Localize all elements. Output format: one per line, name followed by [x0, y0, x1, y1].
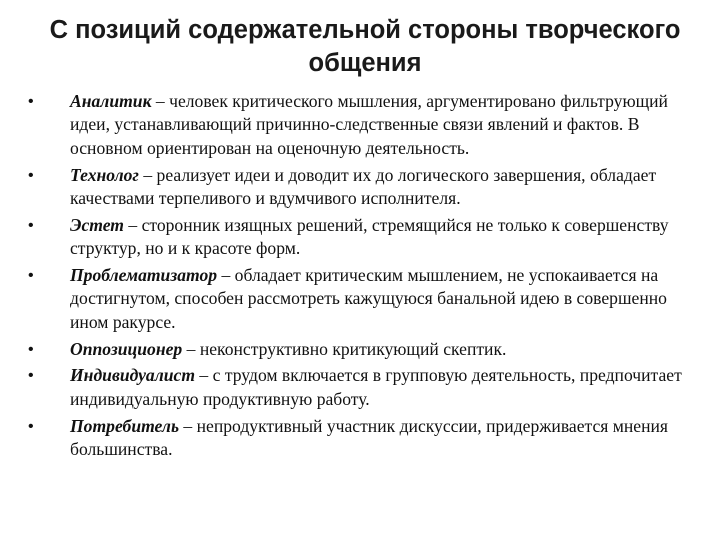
role-term: Эстет: [70, 214, 124, 235]
role-description: – реализует идеи и доводит их до логического завершения, обладает качествами терпеливого и вдумчивого исполнителя.: [70, 164, 657, 209]
role-term: Индивидуалист: [70, 365, 196, 386]
list-item-aesthete: [28, 214, 700, 261]
role-term: Проблематизатор: [70, 265, 218, 286]
bullet-icon: •: [28, 367, 34, 385]
role-description: – обладает критическим мышлением, не успокаивается на достигнутом, способен рассмотреть кажущуюся банальной идею в совершенно ином ракурсе.: [70, 265, 667, 332]
role-term: Оппозиционер: [70, 338, 183, 359]
slide-title: С позиций содержательной стороны творческого общения: [49, 16, 681, 77]
bullet-icon: •: [28, 166, 34, 184]
role-description: – человек критического мышления, аргументировано фильтрующий идеи, устанавливающий причинно-следственные связи явлений и фактов. В основном ориентирован на оценочную деятельность.: [70, 91, 668, 158]
list-item-problematizer: [28, 264, 700, 334]
list-item-technologist: [28, 164, 700, 211]
list-item-analyst: [28, 90, 700, 160]
bullet-icon: •: [28, 93, 34, 110]
role-term: Аналитик: [70, 91, 152, 111]
role-description: – сторонник изящных решений, стремящийся не только к совершенству структур, но и к красоте форм.: [70, 214, 669, 259]
bullet-icon: •: [28, 267, 34, 285]
list-item-individualist: [28, 364, 700, 411]
list-item-oppositionist: [28, 338, 700, 361]
bullet-icon: •: [28, 216, 34, 234]
role-description: – неконструктивно критикующий скептик.: [182, 338, 507, 359]
role-list: [28, 90, 700, 465]
role-term: Потребитель: [70, 415, 179, 436]
role-description: – непродуктивный участник дискуссии, придерживается мнения большинства.: [70, 415, 669, 460]
role-term: Технолог: [70, 164, 139, 185]
bullet-icon: •: [28, 340, 34, 358]
list-item-consumer: [28, 415, 700, 462]
role-description: – с трудом включается в групповую деятельность, предпочитает индивидуальную продуктивную работу.: [70, 365, 682, 409]
bullet-icon: •: [28, 417, 34, 435]
